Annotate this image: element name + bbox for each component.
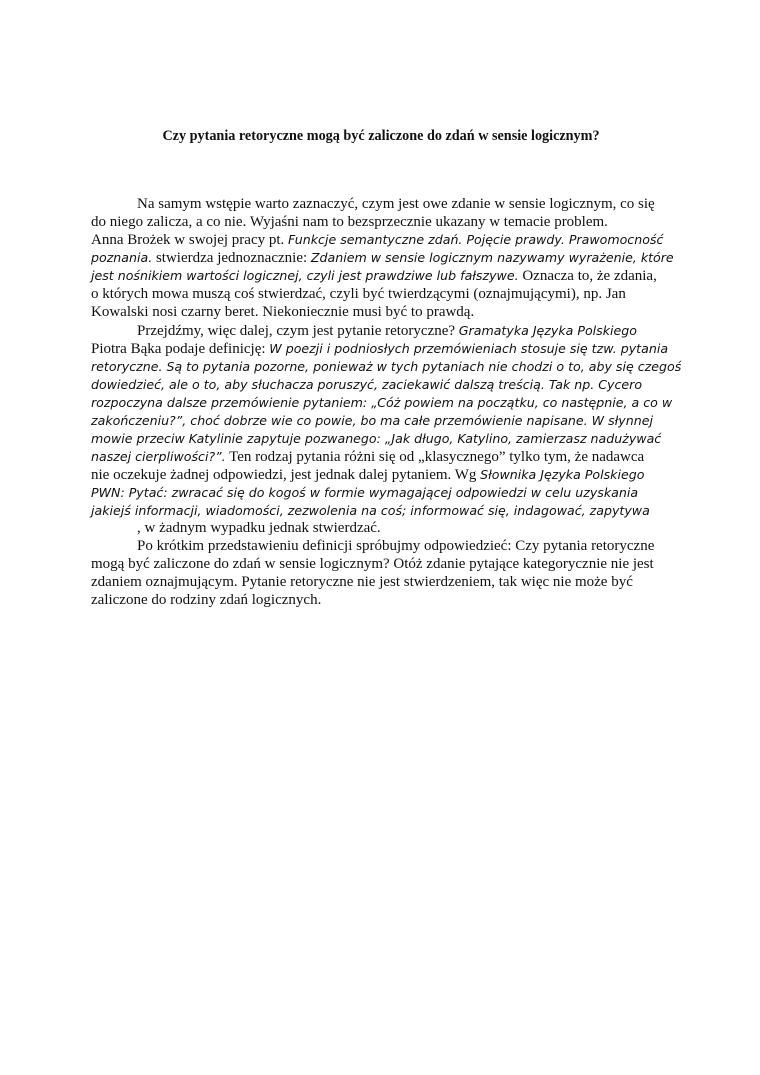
text-line: poznania. stwierdza jednoznacznie: Zdaniem w sensie logicznym nazywamy wyrażenie, które [91, 250, 674, 266]
text-line: o których mowa muszą coś stwierdzać, czyli być twierdzącymi (oznajmującymi), np. Jan [91, 286, 626, 302]
work-title: Funkcje semantyczne zdań. Pojęcie prawdy. Prawomocność [288, 232, 664, 247]
text-line [91, 484, 638, 502]
text-line: Na samym wstępie warto zaznaczyć, czym jest owe zdanie w sensie logicznym, co się [137, 196, 655, 212]
text-line: mowie przeciw Katylinie zapytuje pozwanego: „Jak długo, Katylino, zamierzasz nadużywać [91, 431, 662, 446]
quote: jakiejś informacji, wiadomości, zezwolenia na coś; informować się, indagować, zapytywa [91, 503, 650, 518]
text-line: Po krótkim przedstawieniu definicji spróbujmy odpowiedzieć: Czy pytania retoryczne [137, 538, 655, 554]
text-line: Kowalski nosi czarny beret. Niekoniecznie musi być to prawdą. [91, 304, 475, 320]
text-line: Piotra Bąka podaje definicję: W poezji i podniosłych przemówieniach stosuje się tzw. pytania [91, 341, 669, 357]
work-title: Słownika Języka Polskiego [480, 467, 645, 482]
text-line: dowiedzieć, ale o to, aby słuchacza poruszyć, zaciekawić dalszą treścią. Tak np. Cycero [91, 377, 643, 392]
quote: jest nośnikiem wartości logicznej, czyli jest prawdziwe lub fałszywe. [91, 268, 519, 283]
text-line [91, 502, 650, 520]
text-line: mogą być zaliczone do zdań w sensie logicznym? Otóż zdanie pytające kategorycznie nie jest [91, 556, 654, 572]
text-line: zakończeniu?”, choć dobrze wie co powie, bo ma całe przemówienie napisane. W słynnej [91, 413, 653, 428]
text-line: zaliczone do rodziny zdań logicznych. [91, 592, 322, 608]
document-title: Czy pytania retoryczne mogą być zaliczone do zdań w sensie logicznym? [162, 128, 600, 144]
text-line: Anna Brożek w swojej pracy pt. Funkcje semantyczne zdań. Pojęcie prawdy. Prawomocność [91, 232, 664, 248]
text-line: rozpoczyna dalsze przemówienie pytaniem: „Cóż powiem na początku, co następnie, a co w [91, 395, 673, 410]
text-line: jest nośnikiem wartości logicznej, czyli jest prawdziwe lub fałszywe. Oznacza to, że zdania, [91, 268, 657, 284]
work-title: Gramatyka Języka Polskiego [458, 323, 637, 338]
text-line: do niego zalicza, a co nie. Wyjaśni nam to bezsprzecznie ukazany w temacie problem. [91, 214, 608, 230]
quote: Zdaniem w sensie logicznym nazywamy wyrażenie, które [310, 250, 674, 265]
text-line: zdaniem oznajmującym. Pytanie retoryczne nie jest stwierdzeniem, tak więc nie może być [91, 574, 633, 590]
text-line: retoryczne. Są to pytania pozorne, ponieważ w tych pytaniach nie chodzi o to, aby się czegoś [91, 359, 682, 374]
text-line: nie oczekuje żadnej odpowiedzi, jest jednak dalej pytaniem. Wg Słownika Języka Polskiego [91, 467, 645, 483]
text-line: Przejdźmy, więc dalej, czym jest pytanie retoryczne? Gramatyka Języka Polskiego [137, 323, 637, 339]
quote: W poezji i podniosłych przemówieniach stosuje się tzw. pytania [269, 341, 669, 356]
text-line: , w żadnym wypadku jednak stwierdzać. [137, 520, 381, 536]
text-line: naszej cierpliwości?”. Ten rodzaj pytania różni się od „klasycznego” tylko tym, że nadawca [91, 449, 645, 465]
quote: PWN: Pytać: zwracać się do kogoś w formie wymagającej odpowiedzi w celu uzyskania [91, 485, 639, 500]
